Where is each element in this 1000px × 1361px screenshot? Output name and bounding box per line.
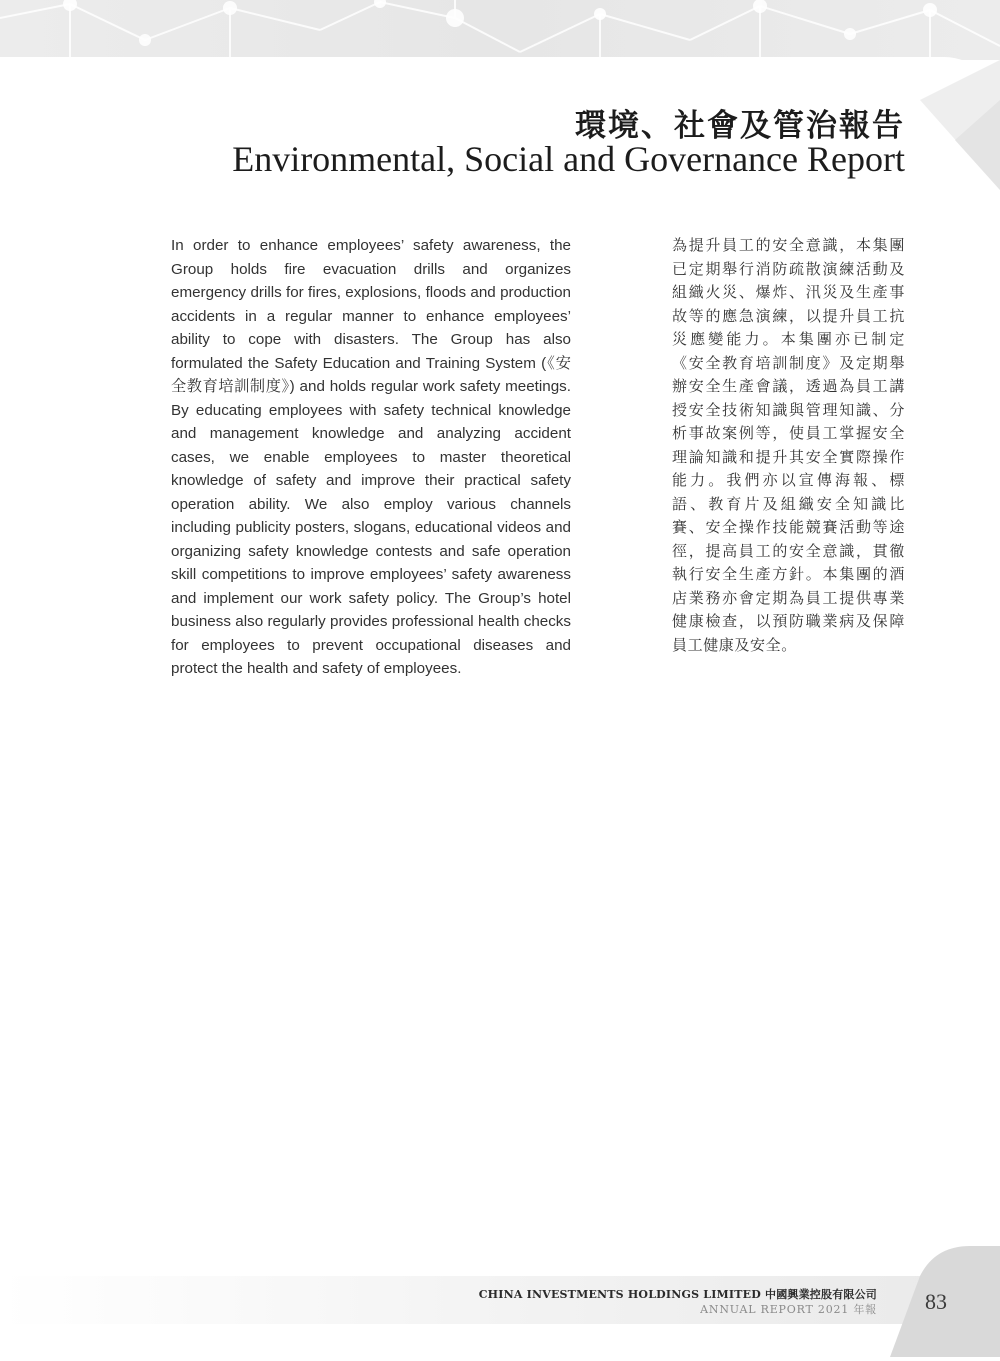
english-body-text: In order to enhance employees’ safety awareness, the Group holds fire evacuation drills and organizes emergency drills for fires, explosions, floods and production accidents in a regular manner to enhance employees’ ability to cope with disasters. The Group has also formulated the Safety Education and Training System (《安全教育培訓制度》) and holds regular work safety meetings. By educating employees with safety technical knowledge and management knowledge and analyzing accident cases, we enable employees to master theoretical knowledge of safety and improve their practical safety operation ability. We also employ various channels including publicity posters, slogans, educational videos and organizing safety knowledge contests and safe operation skill competitions to improve employees’ safety awareness and implement our work safety policy. The Group’s hotel business also regularly provides professional health checks for employees to prevent occupational diseases and protect the health and safety of employees. bbox=[171, 237, 571, 677]
footer-company-name: CHINA INVESTMENTS HOLDINGS LIMITED 中國興業控股有限公司 bbox=[478, 1288, 877, 1301]
page-number: 83 bbox=[925, 1289, 947, 1314]
header-decorative-band bbox=[0, 0, 1000, 60]
chinese-body-text: 為提升員工的安全意識，本集團已定期舉行消防疏散演練活動及組織火災、爆炸、汛災及生產事故等的應急演練，以提升員工抗災應變能力。本集團亦已制定《安全教育培訓制度》及定期舉辦安全生產會議，透過為員工講授安全技術知識與管理知識、分析事故案例等，使員工掌握安全理論知識和提升其安全實際操作能力。我們亦以宣傳海報、標語、教育片及組織安全知識比賽、安全操作技能競賽活動等途徑，提高員工的安全意識，貫徹執行安全生產方針。本集團的酒店業務亦會定期為員工提供專業健康檢查，以預防職業病及保障員工健康及安全。 bbox=[672, 236, 905, 654]
footer-report-label: ANNUAL REPORT 2021 年報 bbox=[700, 1303, 877, 1316]
page-title-chinese: 環境、社會及管治報告 bbox=[575, 108, 905, 144]
page-title-english: Environmental, Social and Governance Report bbox=[232, 139, 905, 179]
hexagon-pattern-icon bbox=[0, 0, 1000, 60]
